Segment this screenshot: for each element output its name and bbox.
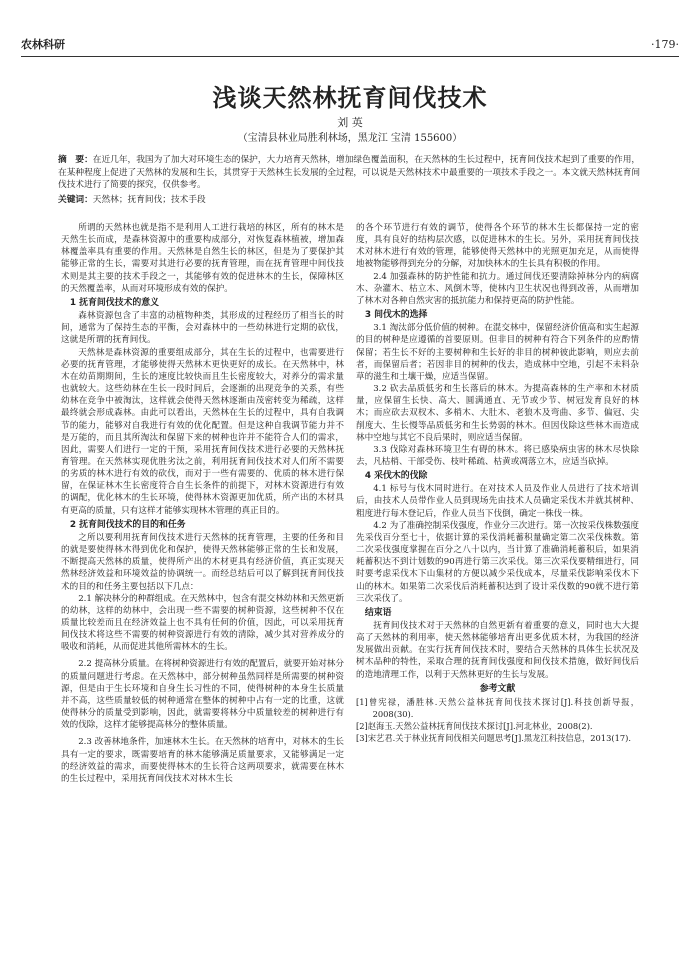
header-rule	[21, 56, 679, 57]
section-heading: 2 抚育间伐技术的目的和任务	[69, 519, 186, 530]
running-header	[21, 36, 679, 54]
paragraph: 的各个环节进行有效的调节，使得各个环节的林木生长都保持一定的密度，具有良好的结构层次感，以促进林木的生长。另外，采用抚育间伐技术对林木进行有效的管理，能够使得天然林中的光照更加充足，从而使得地被物能够得到充分的分解，对加快林木的生长具有积极的作用。	[356, 223, 639, 270]
reference-item: [1]曾宪禄，潘胜林.天然公益林抚育间伐技术探讨[J].科技创新导报，2008(30).	[356, 696, 639, 720]
paragraph: 4.1 标号与伐木同时进行。在对技术人员及作业人员进行了技术培训后，由技术人员带作业人员到现场先由技术人员确定采伐木并就其树种、粗度进行每木登记后，作业人员当下伐倒，确定一株伐一株。	[356, 484, 639, 519]
section-heading: 4 采伐木的伐除	[364, 471, 428, 482]
paragraph: 3.2 砍去品质低劣和生长落后的林木。为提高森林的生产率和木材质量，应保留生长快、高大、圆满通直、无节或少节、树冠发育良好的林木；而应砍去双杈木、多梢木、大肚木、老狼木及弯曲、多节、偏冠、尖削度大、生长慢等品质低劣和生长势弱的林木。但因伐除这些林木而造成林中空地与其它不良后果时，则应适当保留。	[356, 384, 639, 443]
page-number: ·179·	[651, 38, 679, 51]
keywords-label: 关键词：	[58, 195, 93, 205]
abstract	[58, 154, 642, 192]
paragraph: 抚育间伐技术对于天然林的自然更新有着重要的意义，同时也大大提高了天然林的利用率，使天然林能够培育出更多优质木材，为我国的经济发展做出贡献。在实行抚育间伐技术时，要结合天然林的具体生长状况及树木品种的特性，采取合理的抚育间伐强度和间伐技术措施，做好间伐后的造地清理工作，以利于天然林更好的生长与发展。	[356, 621, 639, 680]
journal-name: 农林科研	[21, 38, 65, 51]
paragraph: 天然林是森林资源的重要组成部分，其在生长的过程中，也需要进行必要的抚育管理，才能够使得天然林木更快更好的成长。在天然林中，林木在幼苗期期间，生长的速度比较快而且生长密度较大，对养分的需求量也就较大。这些幼林在生长一段时间后，会逐渐的出现竞争的关系，有些幼林在竞争中被淘汰，这样就会使得天然林逐渐由茂密转变为稀疏，这样最终就会形成森林。由此可以看出，天然林在生长的过程中，具有自我调节的能力，能够对自我进行有效的优化配置。但是这种自我调节能力并不是万能的，而且其所淘汰和保留下来的树种也许并不能符合人们的需求，因此，需要人们进行一定的干预，采用抚育间伐技术进行必要的天然林抚育管理。在天然林实现优胜劣汰之前，利用抚育间伐技术对人们所不需要的劣质的林木进行有效的砍伐，而对于一些有需要的、优质的林木进行保留，在保证林木生长密度符合自生长条件的前提下，对林木资源进行有效的调配，优化林木的生长环境，使得林木资源更加优质，所产出的木材具有更高的质量，只有这样才能够实现林木管理的真正目的。	[61, 347, 344, 516]
section-heading: 3 间伐木的选择	[364, 310, 428, 321]
paragraph: 2.2 提高林分质量。在将树种资源进行有效的配置后，就要开始对林分的质量问题进行考虑。在天然林中，部分树种虽然同样是所需要的树种资源，但是由于生长环境和自身生长习性的不同，使得树种的本身生长质量并不高，这些质量较低的树种通常在整体的树种中占有一定的比重，这就使得林分的质量受到影响，因此，就需要将林分中质量较差的树种进行有效的伐除，这样才能够提高林分的整体质量。	[61, 659, 344, 731]
paragraph: 之所以要利用抚育间伐技术进行天然林的抚育管理，主要的任务和目的就是要使得林木得到优化和保护，使得天然林能够正常的生长和发展，不断提高天然林的质量，使得所产出的木材更具有经济价值，真正实现天然林经济效益和环境效益的协调统一。而经总结后可以了解到抚育间伐技术的目的和任务主要包括以下几点：	[61, 532, 344, 592]
paragraph: 2.1 解决林分的种群组成。在天然林中，包含有混交林幼林和天然更新的幼林，这样的幼林中，会出现一些不需要的树种资源，这些树种不仅在质量比较差而且在经济效益上也不具有任何的价值，因此，可以采用抚育间伐技术将这些不需要的树种资源进行有效的清除，减少其对营养成分的吸收和消耗，从而促进其他所需林木的生长。	[61, 593, 344, 653]
section-heading: 1 抚育间伐技术的意义	[69, 297, 160, 308]
author-affiliation: （宝清县林业局胜利林场，黑龙江 宝清 155600）	[237, 133, 463, 144]
paragraph: 森林资源包含了丰富的动植物种类，其形成的过程经历了相当长的时间，通常为了保持生态的平衡，会对森林中的一些幼林进行定期的砍伐，这就是所谓的抚育间伐。	[61, 311, 344, 346]
paragraph: 4.2 为了准确控制采伐强度，作业分三次进行。第一次按采伐株数强度先采伐百分至七十，依据计算的采伐消耗蓄积量确定第二次采伐株数。第二次采伐强度掌握在百分之八十以内，当计算了准确消耗蓄积后，如果消耗蓄积达不到计划数的90再进行第三次采伐。第三次采伐要精细进行，同时要考虑采伐木下山集材的方便以减少采伐成本，尽量采伐影响采伐木下山的林木。如果第二次采伐后消耗蓄积达到了设计采伐数的90就不进行第三次采伐了。	[356, 520, 639, 604]
keywords	[58, 194, 642, 207]
paragraph: 2.4 加强森林的防护性能和抗力。通过间伐还要清除掉林分内的病腐木、杂灌木、枯立木、风倒木等，使林内卫生状况也得到改善，从而增加了林木对各种自然灾害的抵抗能力和保持更高的防护性能。	[356, 271, 639, 306]
paragraph: 所谓的天然林也就是指不是利用人工进行栽培的林区，所有的林木是天然生长而成，是森林资源中的重要构成部分，对恢复森林植被，增加森林覆盖率具有重要的作用。天然林是自然生长的林区，但是为了要保护其能够正常的生长，需要对其进行必要的抚育管理，而在抚育管理中间伐技术则是其主要的技术手段之一，其能够有效的促进林木的生长，保障林区的天然覆盖率，从而对环境形成有效的保护。	[61, 223, 344, 294]
left-column	[61, 222, 344, 785]
section-heading: 结束语	[364, 607, 392, 618]
paragraph: 3.1 淘汰部分低价值的树种。在混交林中，保留经济价值高和实生起源的目的树种是应遵循的首要原则。但非目的树种有符合下列条件的应酌情保留；若生长不好的主要树种和生长好的非目的树种彼此影响，则应去前者，而保留后者；若因非目的树种的伐去，造成林中空地，引起不未料杂草的滋生和土壤干燥，应适当保留。	[356, 323, 639, 382]
paragraph: 2.3 改善林地条件，加速林木生长。在天然林的培育中，对林木的生长具有一定的要求，既需要培育的林木能够满足质量要求，又能够满足一定的经济效益的需求，而要使得林木的生长符合这两项要求，就需要在林木的生长过程中，采用抚育间伐技术对林木生长	[61, 737, 344, 784]
article-title: 浅谈天然林抚育间伐技术	[212, 84, 488, 112]
references-heading: 参考文献	[479, 683, 516, 694]
article-author: 刘 英	[337, 116, 363, 129]
abstract-text: 在近几年，我国为了加大对环境生态的保护，大力培育天然林，增加绿色覆盖面积，在天然林的生长过程中，抚育间伐技术起到了重要的作用，在某种程度上促进了天然林的发展和生长，其贯穿于天然林生长发展的全过程，可以说是天然林技术中最重要的一项技术手段之一。本文就天然林抚育间伐技术进行了简要的探究，仅供参考。	[58, 155, 641, 191]
paragraph: 3.3 伐除对森林环境卫生有碍的林木。将已感染病虫害的林木尽快除去，凡枯梢、干部受伤、枝叶稀疏、枯黄或凋落立木，应适当砍掉。	[356, 444, 639, 467]
right-column	[356, 222, 639, 745]
keywords-text: 天然林；抚育间伐；技术手段	[92, 195, 206, 205]
abstract-label: 摘 要：	[58, 155, 93, 165]
reference-item: [2]赵海玉.天然公益林抚育间伐技术探讨[J].河北林业，2008(2).	[356, 721, 593, 732]
reference-item: [3]宋艺君.关于林业抚育间伐相关问题思考[J].黑龙江科技信息，2013(17).	[356, 733, 632, 744]
